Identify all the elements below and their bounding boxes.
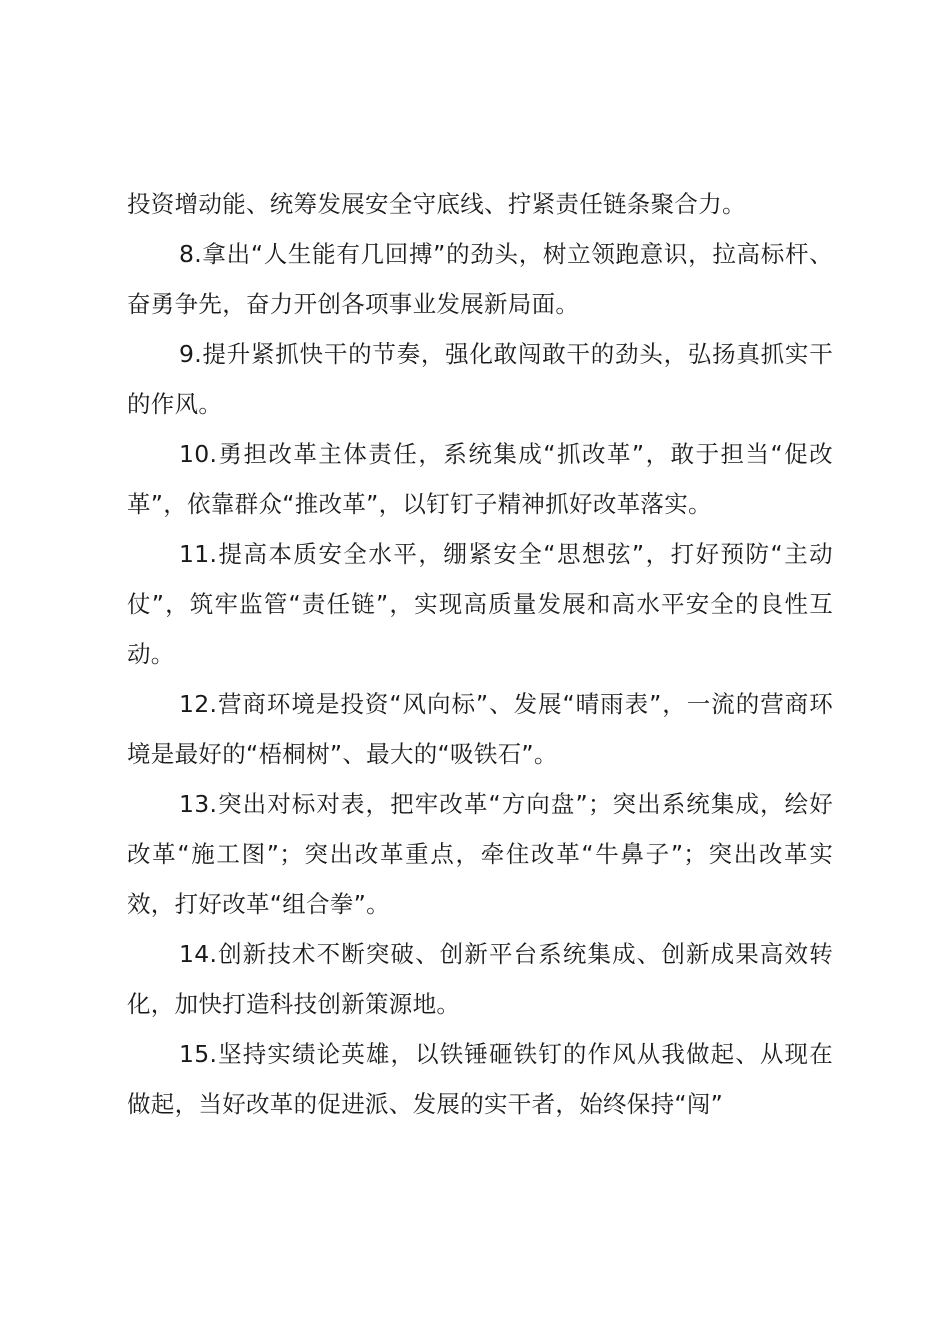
paragraph-item-15: 15.坚持实绩论英雄，以铁锤砸铁钉的作风从我做起、从现在做起，当好改革的促进派、发展的实干者，始终保持“闯” [127, 1040, 833, 1118]
paragraph-item-8: 8.拿出“人生能有几回搏”的劲头，树立领跑意识，拉高标杆、奋勇争先，奋力开创各项事业发展新局面。 [127, 240, 833, 318]
paragraph-item-12: 12.营商环境是投资“风向标”、发展“晴雨表”，一流的营商环境是最好的“梧桐树”、最大的“吸铁石”。 [127, 690, 833, 768]
paragraph-item-9: 9.提升紧抓快干的节奏，强化敢闯敢干的劲头，弘扬真抓实干的作风。 [127, 340, 833, 418]
paragraph-item-11: 11.提高本质安全水平，绷紧安全“思想弦”，打好预防“主动仗”，筑牢监管“责任链”，实现高质量发展和高水平安全的良性互动。 [127, 540, 833, 668]
document-body [127, 179, 833, 1129]
paragraph-continuation: 投资增动能、统筹发展安全守底线、拧紧责任链条聚合力。 [127, 190, 746, 218]
paragraph-item-13: 13.突出对标对表，把牢改革“方向盘”；突出系统集成，绘好改革“施工图”；突出改革重点，牵住改革“牛鼻子”；突出改革实效，打好改革“组合拳”。 [127, 790, 833, 918]
paragraph-item-14: 14.创新技术不断突破、创新平台系统集成、创新成果高效转化，加快打造科技创新策源地。 [127, 940, 833, 1018]
paragraph-item-10: 10.勇担改革主体责任，系统集成“抓改革”，敢于担当“促改革”，依靠群众“推改革”，以钉钉子精神抓好改革落实。 [127, 440, 833, 518]
